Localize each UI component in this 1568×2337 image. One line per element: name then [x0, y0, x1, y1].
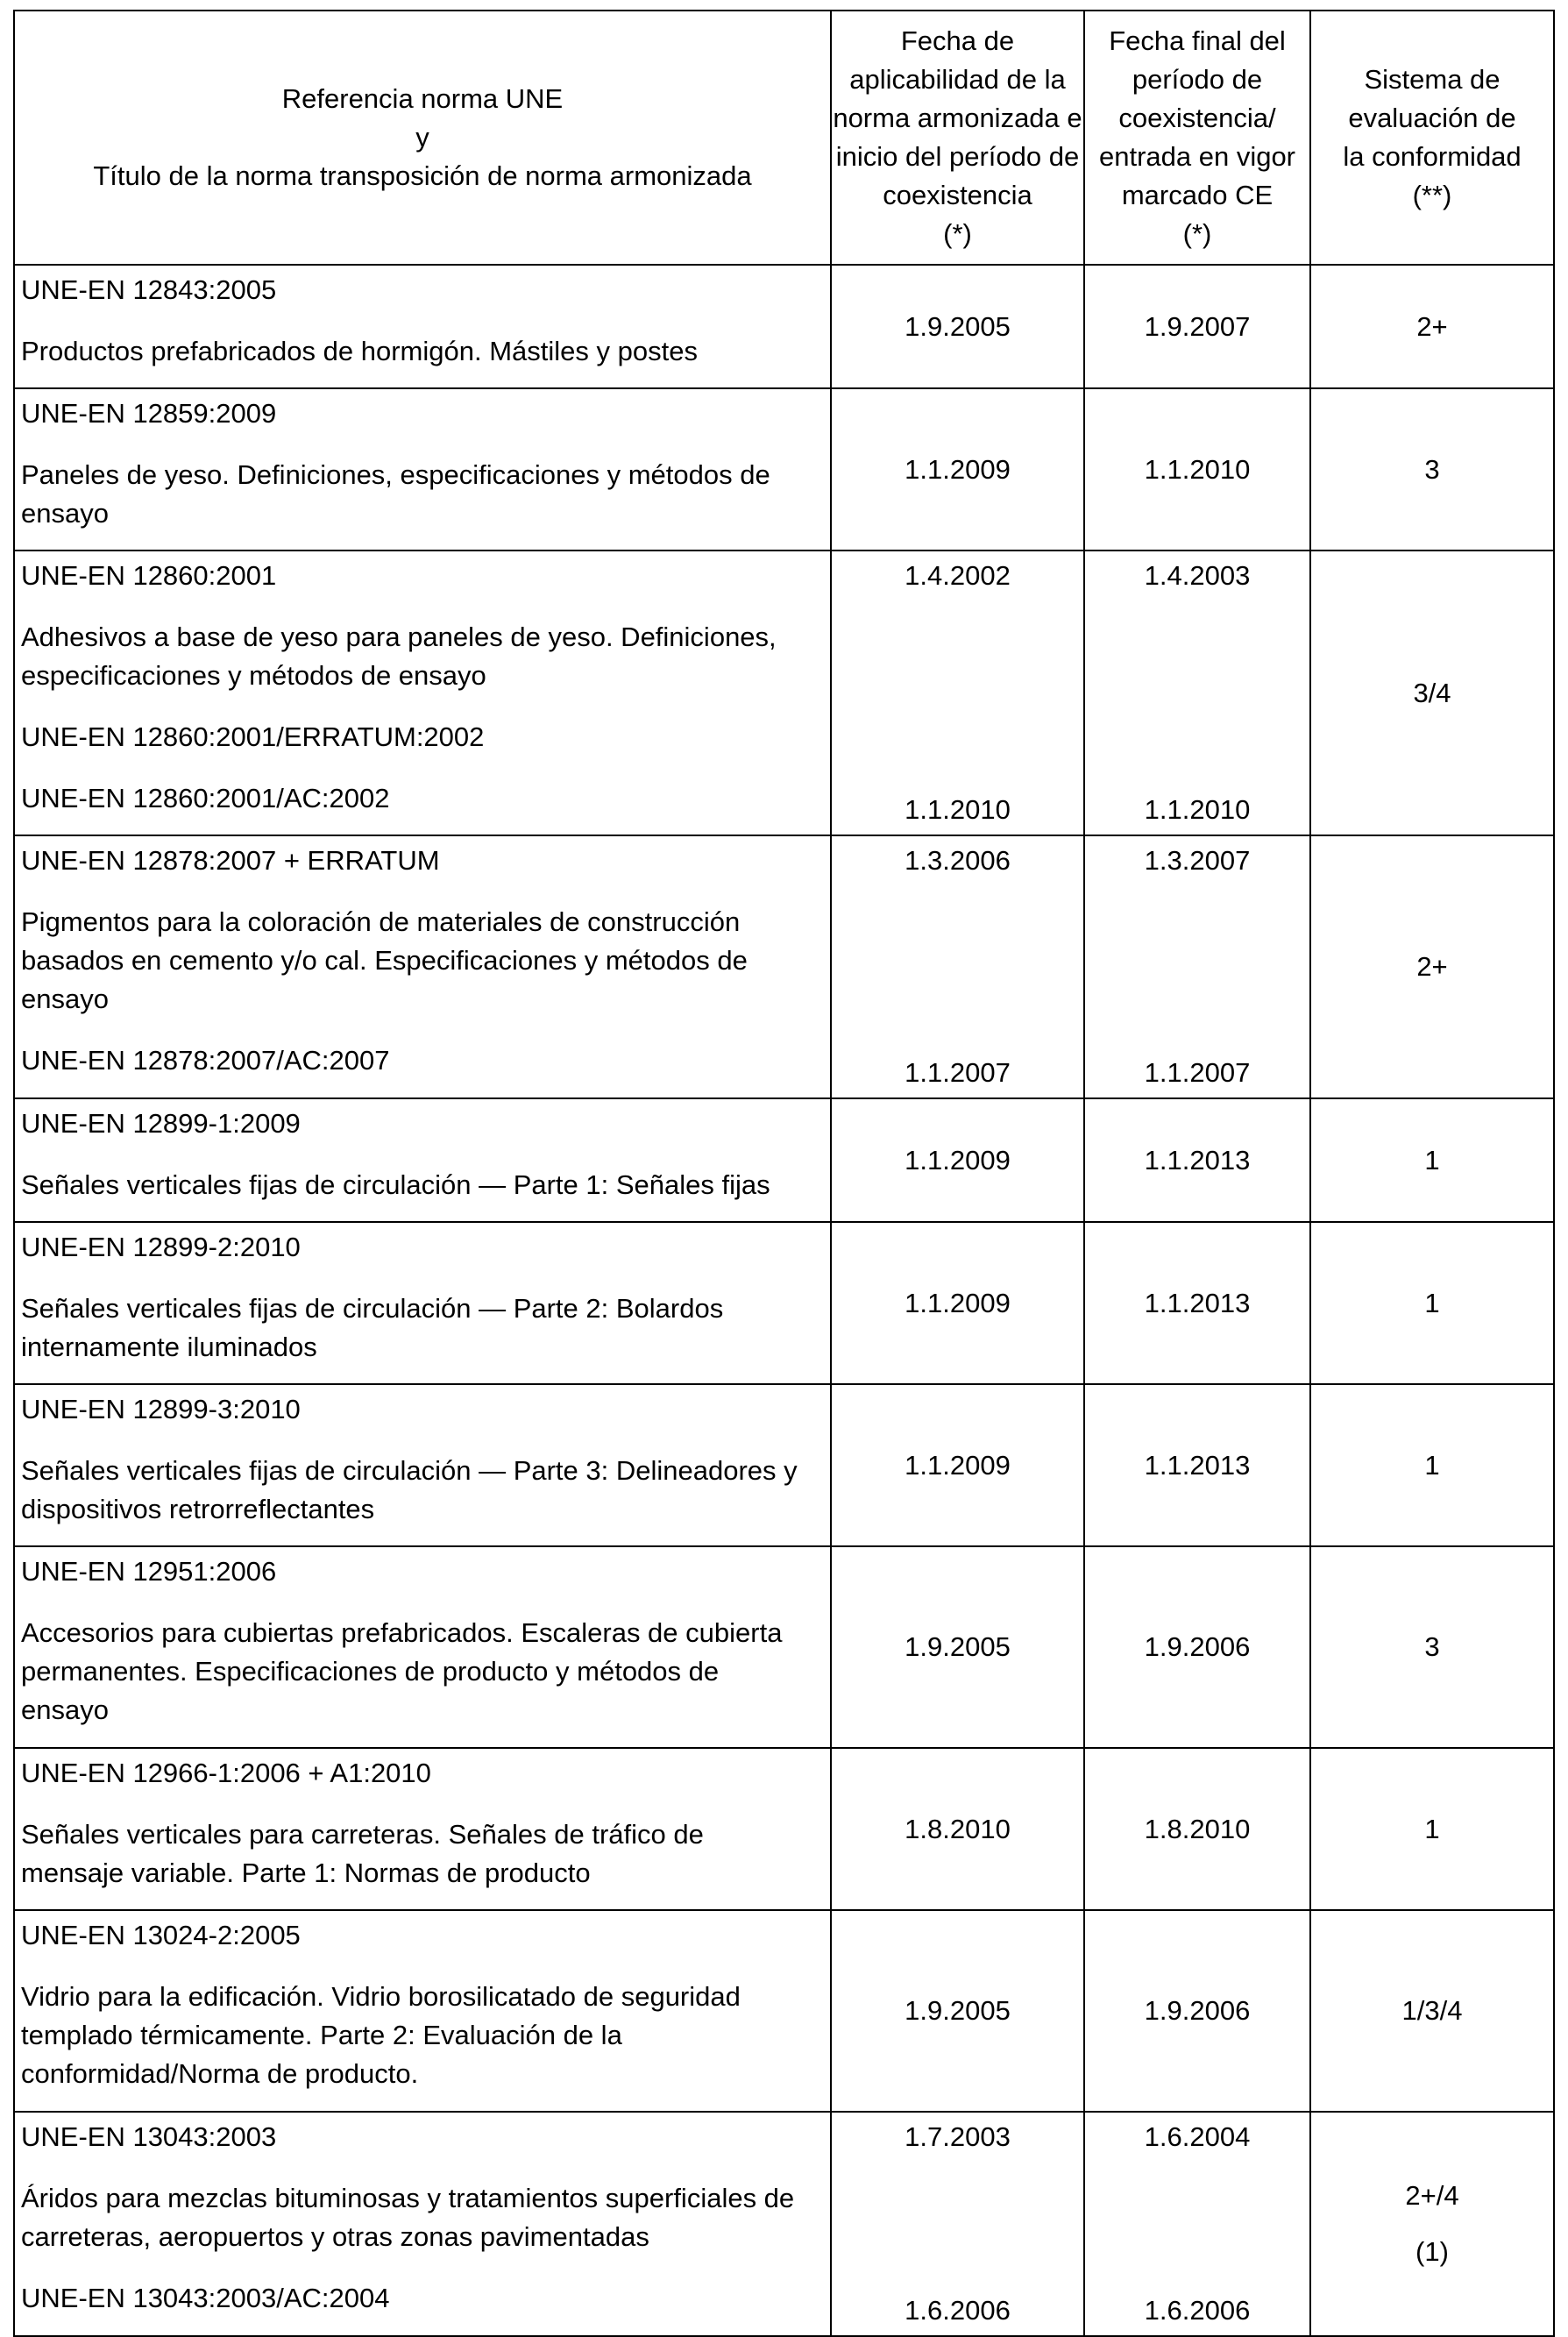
title-line: ensayo: [21, 984, 109, 1014]
title-line: conformidad/Norma de producto.: [21, 2058, 419, 2089]
title-line: Paneles de yeso. Definiciones, especificaciones y métodos de: [21, 459, 770, 490]
title-line: dispositivos retrorreflectantes: [21, 1494, 375, 1524]
table-row: [14, 388, 1554, 551]
start-date: 1.1.2009: [831, 1384, 1084, 1546]
standard-ref: UNE-EN 12899-3:2010: [21, 1394, 301, 1424]
header-end-line: período de: [1132, 64, 1263, 95]
reference-cell: [14, 265, 831, 388]
end-date-amendment: 1.6.2006: [1144, 2295, 1251, 2326]
conformity-system: 1: [1310, 1098, 1554, 1222]
start-date: 1.1.2009: [831, 1222, 1084, 1384]
end-date-cell: [1084, 2112, 1310, 2336]
table-row: [14, 1098, 1554, 1222]
standard-ref: UNE-EN 12878:2007 + ERRATUM: [21, 845, 440, 876]
title-line: Señales verticales para carreteras. Señales de tráfico de: [21, 1819, 704, 1850]
end-date: 1.9.2006: [1084, 1546, 1310, 1748]
standard-ref: UNE-EN 12951:2006: [21, 1556, 277, 1587]
end-date: 1.9.2006: [1084, 1910, 1310, 2112]
standard-title: [21, 618, 821, 695]
reference-cell: [14, 1384, 831, 1546]
title-line: internamente iluminados: [21, 1332, 317, 1362]
title-line: mensaje variable. Parte 1: Normas de producto: [21, 1858, 591, 1888]
standard-title: [21, 1289, 821, 1367]
table-row: [14, 1910, 1554, 2112]
end-date: 1.1.2013: [1084, 1098, 1310, 1222]
reference-cell: [14, 388, 831, 551]
table-row: [14, 1546, 1554, 1748]
title-line: permanentes. Especificaciones de producto y métodos de: [21, 1656, 720, 1687]
header-row: [14, 11, 1554, 265]
title-line: ensayo: [21, 1694, 109, 1725]
standard-title: [21, 1614, 821, 1730]
header-start-line: inicio del período de: [835, 141, 1080, 172]
reference-cell: [14, 1098, 831, 1222]
standard-ref: UNE-EN 12899-1:2009: [21, 1108, 301, 1139]
start-date: 1.1.2009: [831, 1098, 1084, 1222]
conformity-system: 3: [1310, 388, 1554, 551]
header-end-line: coexistencia/: [1118, 103, 1276, 133]
reference-cell: [14, 1222, 831, 1384]
standard-title: [21, 1978, 821, 2093]
standard-title: [21, 2179, 821, 2256]
start-date-amendment: 1.6.2006: [905, 2295, 1011, 2326]
standard-title: [21, 1452, 821, 1529]
standards-table: [13, 10, 1555, 2337]
header-end-line: marcado CE: [1121, 180, 1274, 210]
end-date: 1.8.2010: [1084, 1748, 1310, 1910]
standard-corrigendum-ref: UNE-EN 12878:2007/AC:2007: [21, 1045, 390, 1076]
title-line: Accesorios para cubiertas prefabricados. Escaleras de cubierta: [21, 1617, 783, 1648]
standard-ref: UNE-EN 12843:2005: [21, 274, 277, 305]
start-date: 1.4.2002: [905, 560, 1011, 591]
start-date-cell: [831, 2112, 1084, 2336]
conformity-system: 1: [1310, 1384, 1554, 1546]
table-row: [14, 551, 1554, 835]
end-date-amendment: 1.1.2010: [1144, 794, 1251, 825]
title-line: Vidrio para la edificación. Vidrio borosilicatado de seguridad: [21, 1981, 741, 2012]
end-date: 1.3.2007: [1144, 845, 1251, 876]
header-reference-line: Título de la norma transposición de norma armonizada: [93, 160, 752, 191]
title-line: Señales verticales fijas de circulación — Parte 3: Delineadores y: [21, 1455, 798, 1486]
conformity-system-cell: [1310, 2112, 1554, 2336]
header-reference: [14, 11, 831, 265]
header-reference-line: Referencia norma UNE: [281, 83, 564, 114]
title-line: basados en cemento y/o cal. Especificaciones y métodos de: [21, 945, 748, 976]
header-end-line: entrada en vigor: [1098, 141, 1296, 172]
conformity-system: 3: [1310, 1546, 1554, 1748]
end-date: 1.4.2003: [1144, 560, 1251, 591]
table-row: [14, 1748, 1554, 1910]
start-date: 1.9.2005: [831, 265, 1084, 388]
reference-cell: [14, 1910, 831, 2112]
end-date: 1.9.2007: [1084, 265, 1310, 388]
header-end-line: (*): [1182, 218, 1212, 249]
standard-title: [21, 332, 821, 371]
header-start-line: norma armonizada e: [833, 103, 1082, 133]
conformity-system: 2+: [1310, 265, 1554, 388]
reference-cell: [14, 1748, 831, 1910]
conformity-system: 2+: [1310, 835, 1554, 1098]
end-date: 1.1.2010: [1084, 388, 1310, 551]
header-system-line: evaluación de: [1348, 103, 1516, 133]
header-system-line: (**): [1412, 180, 1452, 210]
title-line: Señales verticales fijas de circulación — Parte 2: Bolardos: [21, 1293, 724, 1324]
end-date: 1.1.2013: [1084, 1384, 1310, 1546]
end-date-cell: [1084, 551, 1310, 835]
table-row: [14, 835, 1554, 1098]
conformity-system: 3/4: [1310, 551, 1554, 835]
reference-cell: [14, 835, 831, 1098]
conformity-system: 1: [1310, 1748, 1554, 1910]
start-date: 1.1.2009: [831, 388, 1084, 551]
start-date-cell: [831, 835, 1084, 1098]
title-line: Adhesivos a base de yeso para paneles de yeso. Definiciones,: [21, 622, 777, 652]
header-system-line: la conformidad: [1343, 141, 1522, 172]
table-row: [14, 1384, 1554, 1546]
standard-ref: UNE-EN 12899-2:2010: [21, 1232, 301, 1262]
table-row: [14, 1222, 1554, 1384]
standard-erratum-ref: UNE-EN 12860:2001/ERRATUM:2002: [21, 721, 485, 752]
conformity-system-note: (1): [1415, 2236, 1449, 2267]
title-line: ensayo: [21, 498, 109, 529]
end-date-cell: [1084, 835, 1310, 1098]
table-row: [14, 265, 1554, 388]
header-start-line: Fecha de: [900, 25, 1015, 56]
reference-cell: [14, 551, 831, 835]
header-reference-line: y: [415, 122, 429, 153]
start-date: 1.9.2005: [831, 1546, 1084, 1748]
start-date: 1.7.2003: [905, 2121, 1011, 2152]
header-system: [1310, 11, 1554, 265]
reference-cell: [14, 2112, 831, 2336]
header-start-line: coexistencia: [883, 180, 1032, 210]
standard-ref: UNE-EN 13024-2:2005: [21, 1920, 301, 1950]
standard-ref: UNE-EN 13043:2003: [21, 2121, 277, 2152]
header-end-date: [1084, 11, 1310, 265]
start-date-amendment: 1.1.2007: [905, 1057, 1011, 1088]
standard-corrigendum-ref: UNE-EN 12860:2001/AC:2002: [21, 783, 390, 813]
end-date: 1.1.2013: [1084, 1222, 1310, 1384]
standard-corrigendum-ref: UNE-EN 13043:2003/AC:2004: [21, 2283, 390, 2313]
start-date-amendment: 1.1.2010: [905, 794, 1011, 825]
end-date: 1.6.2004: [1144, 2121, 1251, 2152]
standard-title: [21, 1815, 821, 1893]
start-date: 1.8.2010: [831, 1748, 1084, 1910]
conformity-system: 1: [1310, 1222, 1554, 1384]
header-end-line: Fecha final del: [1109, 25, 1286, 56]
standard-ref: UNE-EN 12859:2009: [21, 398, 277, 429]
start-date-cell: [831, 551, 1084, 835]
standard-title: [21, 903, 821, 1019]
header-start-line: (*): [943, 218, 972, 249]
header-system-line: Sistema de: [1364, 64, 1501, 95]
title-line: templado térmicamente. Parte 2: Evaluación de la: [21, 2020, 622, 2050]
start-date: 1.3.2006: [905, 845, 1011, 876]
reference-cell: [14, 1546, 831, 1748]
header-start-date: [831, 11, 1084, 265]
title-line: carreteras, aeropuertos y otras zonas pavimentadas: [21, 2221, 649, 2252]
end-date-amendment: 1.1.2007: [1144, 1057, 1251, 1088]
standard-ref: UNE-EN 12860:2001: [21, 560, 277, 591]
start-date: 1.9.2005: [831, 1910, 1084, 2112]
title-line: Áridos para mezclas bituminosas y tratamientos superficiales de: [21, 2183, 795, 2213]
standard-title: [21, 1166, 821, 1204]
table-row: [14, 2112, 1554, 2336]
title-line: Productos prefabricados de hormigón. Mástiles y postes: [21, 336, 698, 366]
standard-title: [21, 456, 821, 533]
conformity-system: 2+/4: [1405, 2180, 1459, 2211]
title-line: Señales verticales fijas de circulación — Parte 1: Señales fijas: [21, 1169, 770, 1200]
conformity-system: 1/3/4: [1310, 1910, 1554, 2112]
title-line: Pigmentos para la coloración de materiales de construcción: [21, 906, 741, 937]
header-start-line: aplicabilidad de la: [849, 64, 1066, 95]
title-line: especificaciones y métodos de ensayo: [21, 660, 486, 691]
standard-ref: UNE-EN 12966-1:2006 + A1:2010: [21, 1758, 431, 1788]
